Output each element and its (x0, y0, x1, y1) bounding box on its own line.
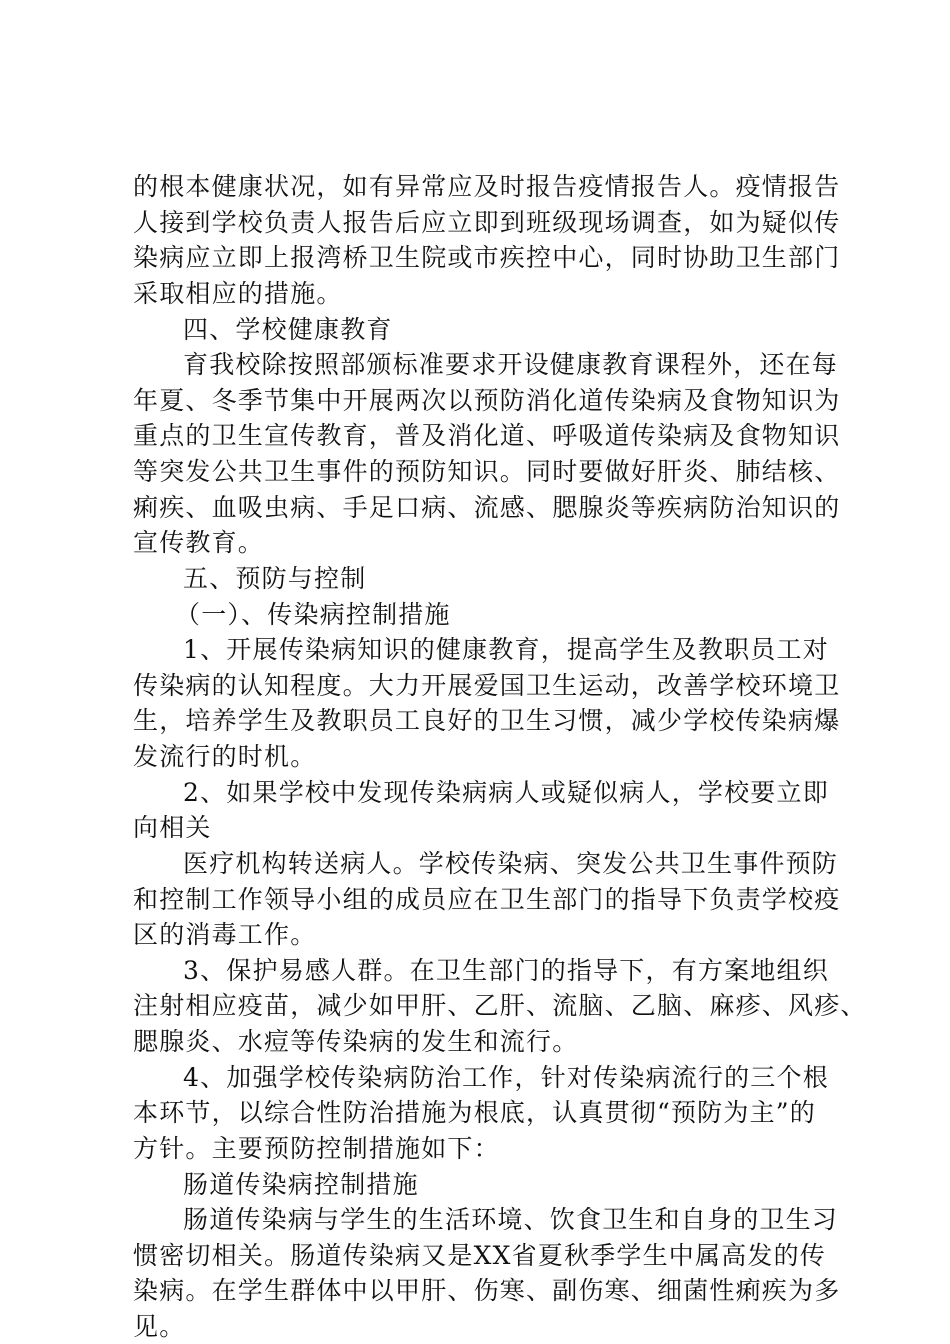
text-line: 本环节，以综合性防治措施为根底，认真贯彻“预防为主”的 (133, 1098, 816, 1127)
text-line: 1、开展传染病知识的健康教育，提高学生及教职员工对 (183, 635, 829, 664)
section-heading: 五、预防与控制 (183, 564, 367, 593)
text-line: 见。 (133, 1312, 186, 1341)
text-line: 染病。在学生群体中以甲肝、伤寒、副伤寒、细菌性痢疾为多 (133, 1276, 841, 1305)
text-line: 的根本健康状况，如有异常应及时报告疫情报告人。疫情报告 (133, 172, 841, 201)
text-line: 向相关 (133, 813, 212, 842)
text-line: 采取相应的措施。 (133, 279, 343, 308)
text-line: 染病应立即上报湾桥卫生院或市疾控中心，同时协助卫生部门 (133, 243, 841, 272)
text-line: 等突发公共卫生事件的预防知识。同时要做好肝炎、肺结核、 (133, 457, 841, 486)
text-line: 肠道传染病与学生的生活环境、饮食卫生和自身的卫生习 (183, 1205, 839, 1234)
text-line: 传染病的认知程度。大力开展爱国卫生运动，改善学校环境卫 (133, 671, 841, 700)
text-line: 年夏、冬季节集中开展两次以预防消化道传染病及食物知识为 (133, 386, 841, 415)
text-line: 医疗机构转送病人。学校传染病、突发公共卫生事件预防 (183, 849, 839, 878)
text-line: 人接到学校负责人报告后应立即到班级现场调查，如为疑似传 (133, 208, 841, 237)
text-line: 注射相应疫苗，减少如甲肝、乙肝、流脑、乙脑、麻疹、风疹、 (133, 991, 867, 1020)
section-heading: 四、学校健康教育 (183, 315, 393, 344)
subsection-heading: 肠道传染病控制措施 (183, 1170, 419, 1199)
text-line: 育我校除按照部颁标准要求开设健康教育课程外，还在每 (183, 350, 839, 379)
text-line: 区的消毒工作。 (133, 920, 317, 949)
text-line: 发流行的时机。 (133, 742, 317, 771)
text-line: 和控制工作领导小组的成员应在卫生部门的指导下负责学校疫 (133, 885, 841, 914)
text-line: 4、加强学校传染病防治工作，针对传染病流行的三个根 (183, 1063, 829, 1092)
text-line: 2、如果学校中发现传染病病人或疑似病人，学校要立即 (183, 778, 829, 807)
text-line: 痢疾、血吸虫病、手足口病、流感、腮腺炎等疾病防治知识的 (133, 493, 841, 522)
text-line: 宣传教育。 (133, 528, 265, 557)
text-line: 方针。主要预防控制措施如下： (133, 1134, 500, 1163)
text-line: 腮腺炎、水痘等传染病的发生和流行。 (133, 1027, 579, 1056)
subsection-heading: （一）、传染病控制措施 (175, 600, 451, 629)
text-line: 生，培养学生及教职员工良好的卫生习惯，减少学校传染病爆 (133, 706, 841, 735)
text-line: 惯密切相关。肠道传染病又是XX省夏秋季学生中属高发的传 (133, 1241, 826, 1270)
text-line: 3、保护易感人群。在卫生部门的指导下，有方案地组织 (183, 956, 829, 985)
text-line: 重点的卫生宣传教育，普及消化道、呼吸道传染病及食物知识 (133, 421, 841, 450)
